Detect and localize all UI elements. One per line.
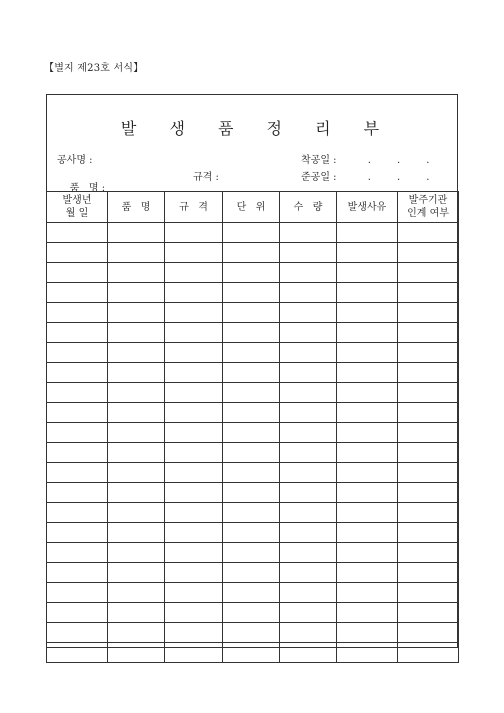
table-cell[interactable] (108, 603, 165, 623)
table-cell[interactable] (108, 223, 165, 243)
table-cell[interactable] (47, 643, 108, 663)
table-cell[interactable] (47, 243, 108, 263)
table-cell[interactable] (337, 603, 398, 623)
table-row (47, 263, 459, 283)
table-row (47, 443, 459, 463)
header-unit (223, 192, 280, 223)
table-cell[interactable] (47, 343, 108, 363)
spec-field[interactable] (193, 168, 219, 183)
table-cell[interactable] (398, 483, 459, 503)
table-cell[interactable] (280, 263, 337, 283)
header-handover-line1: 발주기관 (408, 195, 448, 206)
header-reason (337, 192, 398, 223)
table-cell[interactable] (223, 443, 280, 463)
table-cell[interactable] (165, 423, 223, 443)
table-cell[interactable] (337, 523, 398, 543)
table-cell[interactable] (280, 543, 337, 563)
table-cell[interactable] (280, 503, 337, 523)
table-cell[interactable] (280, 643, 337, 663)
table-cell[interactable] (165, 323, 223, 343)
table-row (47, 623, 459, 643)
header-quantity (280, 192, 337, 223)
table-cell[interactable] (280, 583, 337, 603)
table-cell[interactable] (165, 603, 223, 623)
table-cell[interactable] (223, 483, 280, 503)
table-cell[interactable] (108, 323, 165, 343)
table-cell[interactable] (47, 383, 108, 403)
table-cell[interactable] (398, 303, 459, 323)
start-date-field[interactable] (301, 151, 430, 166)
table-cell[interactable] (108, 583, 165, 603)
table-cell[interactable] (398, 383, 459, 403)
spec-label: 규격 : (193, 172, 219, 183)
table-cell[interactable] (280, 623, 337, 643)
table-cell[interactable] (337, 623, 398, 643)
table-cell[interactable] (337, 243, 398, 263)
table-cell[interactable] (223, 543, 280, 563)
table-cell[interactable] (108, 463, 165, 483)
table-cell[interactable] (108, 483, 165, 503)
table-cell[interactable] (398, 283, 459, 303)
table-cell[interactable] (337, 583, 398, 603)
table-row (47, 323, 459, 343)
table-cell[interactable] (280, 523, 337, 543)
table-cell[interactable] (398, 323, 459, 343)
table-row (47, 603, 459, 623)
table-cell[interactable] (337, 463, 398, 483)
table-cell[interactable] (165, 403, 223, 423)
table-cell[interactable] (108, 303, 165, 323)
table-cell[interactable] (398, 563, 459, 583)
table-cell[interactable] (47, 463, 108, 483)
header-item-name (108, 192, 165, 223)
table-cell[interactable] (223, 383, 280, 403)
table-cell[interactable] (280, 563, 337, 583)
header-handover-line2: 인계 여부 (407, 208, 449, 219)
table-cell[interactable] (398, 403, 459, 423)
table-cell[interactable] (165, 443, 223, 463)
table-cell[interactable] (280, 243, 337, 263)
header-occurrence-date (47, 192, 108, 223)
table-cell[interactable] (108, 543, 165, 563)
table-cell[interactable] (223, 303, 280, 323)
table-cell[interactable] (337, 263, 398, 283)
table-cell[interactable] (47, 503, 108, 523)
table-cell[interactable] (337, 483, 398, 503)
table-cell[interactable] (165, 483, 223, 503)
table-cell[interactable] (108, 443, 165, 463)
table-row (47, 523, 459, 543)
table-row (47, 583, 459, 603)
form-title: 발 생 품 정 리 부 (120, 119, 394, 138)
table-cell[interactable] (398, 623, 459, 643)
table-cell[interactable] (398, 643, 459, 663)
table-row (47, 643, 459, 663)
table-header-row (47, 192, 459, 223)
table-row (47, 303, 459, 323)
table-cell[interactable] (223, 243, 280, 263)
table-cell[interactable] (280, 343, 337, 363)
table-cell[interactable] (223, 343, 280, 363)
table-cell[interactable] (165, 303, 223, 323)
table-cell[interactable] (337, 403, 398, 423)
table-cell[interactable] (337, 443, 398, 463)
project-name-field[interactable] (57, 151, 93, 166)
table-cell[interactable] (223, 563, 280, 583)
table-cell[interactable] (280, 323, 337, 343)
table-cell[interactable] (398, 523, 459, 543)
table-cell[interactable] (398, 223, 459, 243)
table-cell[interactable] (47, 223, 108, 243)
table-cell[interactable] (165, 343, 223, 363)
header-item-name-text: 품 명 (121, 201, 151, 213)
table-cell[interactable] (223, 323, 280, 343)
table-cell[interactable] (223, 583, 280, 603)
table-cell[interactable] (108, 623, 165, 643)
table-cell[interactable] (165, 643, 223, 663)
table-cell[interactable] (223, 283, 280, 303)
table-cell[interactable] (108, 403, 165, 423)
table-cell[interactable] (337, 343, 398, 363)
table-row (47, 283, 459, 303)
table-row (47, 403, 459, 423)
header-spec (165, 192, 223, 223)
table-cell[interactable] (47, 583, 108, 603)
table-cell[interactable] (108, 383, 165, 403)
table-cell[interactable] (47, 323, 108, 343)
table-cell[interactable] (280, 383, 337, 403)
table-row (47, 243, 459, 263)
table-cell[interactable] (223, 603, 280, 623)
table-cell[interactable] (280, 303, 337, 323)
table-row (47, 563, 459, 583)
form-code: 【별지 제23호 서식】 (44, 63, 144, 74)
table-row (47, 503, 459, 523)
table-cell[interactable] (337, 423, 398, 443)
table-cell[interactable] (108, 503, 165, 523)
table-cell[interactable] (398, 463, 459, 483)
table-row (47, 383, 459, 403)
table-cell[interactable] (47, 363, 108, 383)
completion-date-label: 준공일 : (301, 172, 337, 183)
table-cell[interactable] (108, 563, 165, 583)
table-cell[interactable] (47, 283, 108, 303)
table-cell[interactable] (337, 323, 398, 343)
table-cell[interactable] (47, 563, 108, 583)
table-cell[interactable] (47, 523, 108, 543)
table-cell[interactable] (165, 243, 223, 263)
table-row (47, 463, 459, 483)
item-name-label: 품 명 : (69, 183, 106, 194)
table-cell[interactable] (47, 603, 108, 623)
table-cell[interactable] (223, 223, 280, 243)
project-name-label: 공사명 : (57, 155, 93, 166)
table-row (47, 363, 459, 383)
table-cell[interactable] (223, 523, 280, 543)
table-cell[interactable] (280, 283, 337, 303)
table-cell[interactable] (280, 463, 337, 483)
table-cell[interactable] (108, 523, 165, 543)
table-cell[interactable] (165, 503, 223, 523)
table-cell[interactable] (337, 363, 398, 383)
table-cell[interactable] (165, 223, 223, 243)
table-cell[interactable] (280, 403, 337, 423)
table-cell[interactable] (165, 383, 223, 403)
header-handover (398, 192, 459, 223)
table-cell[interactable] (108, 263, 165, 283)
table-cell[interactable] (47, 423, 108, 443)
table-cell[interactable] (337, 283, 398, 303)
table-cell[interactable] (47, 403, 108, 423)
table-cell[interactable] (108, 423, 165, 443)
table-cell[interactable] (223, 463, 280, 483)
table-cell[interactable] (108, 343, 165, 363)
table-cell[interactable] (165, 543, 223, 563)
table-cell[interactable] (223, 363, 280, 383)
table-cell[interactable] (223, 503, 280, 523)
table-cell[interactable] (223, 403, 280, 423)
table-cell[interactable] (47, 543, 108, 563)
table-cell[interactable] (165, 583, 223, 603)
table-cell[interactable] (398, 343, 459, 363)
table-row (47, 343, 459, 363)
table-cell[interactable] (337, 543, 398, 563)
table-cell[interactable] (337, 563, 398, 583)
table-cell[interactable] (47, 443, 108, 463)
table-row (47, 423, 459, 443)
table-cell[interactable] (280, 223, 337, 243)
table-cell[interactable] (165, 463, 223, 483)
completion-date-value: . . . (367, 172, 431, 183)
header-reason-text: 발생사유 (347, 201, 387, 213)
table-cell[interactable] (223, 623, 280, 643)
table-cell[interactable] (280, 603, 337, 623)
header-occurrence-date-line2: 월 일 (65, 208, 89, 219)
start-date-label: 착공일 : (301, 155, 337, 166)
table-body (47, 223, 459, 663)
table-cell[interactable] (280, 443, 337, 463)
table-cell[interactable] (337, 383, 398, 403)
table-cell[interactable] (280, 423, 337, 443)
table-cell[interactable] (165, 283, 223, 303)
table-row (47, 223, 459, 243)
table-cell[interactable] (165, 623, 223, 643)
table-cell[interactable] (108, 363, 165, 383)
table-cell[interactable] (165, 263, 223, 283)
table-cell[interactable] (398, 603, 459, 623)
table-cell[interactable] (280, 363, 337, 383)
table-cell[interactable] (108, 283, 165, 303)
record-table (46, 191, 459, 663)
table-cell[interactable] (337, 223, 398, 243)
table-cell[interactable] (398, 423, 459, 443)
table-row (47, 483, 459, 503)
table-cell[interactable] (165, 523, 223, 543)
table-cell[interactable] (337, 303, 398, 323)
header-quantity-text: 수 량 (293, 201, 323, 213)
table-cell[interactable] (47, 263, 108, 283)
form-box (46, 94, 458, 648)
table-cell[interactable] (223, 263, 280, 283)
table-cell[interactable] (223, 643, 280, 663)
table-cell[interactable] (398, 243, 459, 263)
table-cell[interactable] (398, 363, 459, 383)
table-row (47, 543, 459, 563)
table-cell[interactable] (398, 583, 459, 603)
table-cell[interactable] (47, 623, 108, 643)
completion-date-field[interactable] (301, 168, 430, 183)
header-spec-text: 규 격 (179, 201, 208, 213)
table-cell[interactable] (223, 423, 280, 443)
table-cell[interactable] (280, 483, 337, 503)
header-unit-text: 단 위 (236, 201, 266, 213)
table-cell[interactable] (165, 363, 223, 383)
table-cell[interactable] (337, 503, 398, 523)
table-cell[interactable] (398, 543, 459, 563)
start-date-value: . . . (367, 155, 431, 166)
table-cell[interactable] (108, 643, 165, 663)
table-cell[interactable] (398, 503, 459, 523)
header-occurrence-date-line1: 발생년 (62, 195, 92, 206)
table-cell[interactable] (337, 643, 398, 663)
table-cell[interactable] (47, 483, 108, 503)
table-cell[interactable] (108, 243, 165, 263)
table-cell[interactable] (47, 303, 108, 323)
table-cell[interactable] (398, 443, 459, 463)
table-cell[interactable] (165, 563, 223, 583)
table-cell[interactable] (398, 263, 459, 283)
